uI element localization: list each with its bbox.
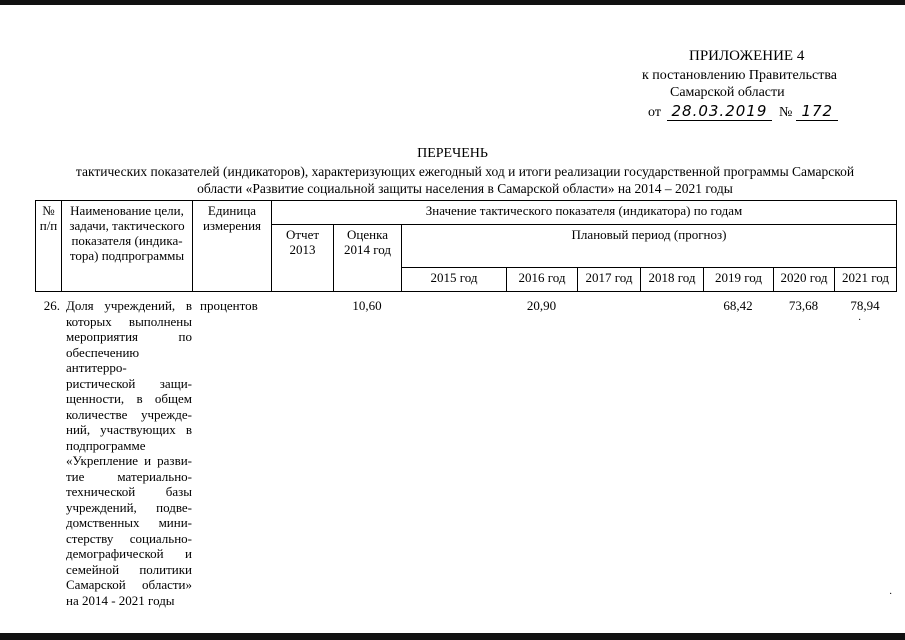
appendix-heading: ПРИЛОЖЕНИЕ 4 — [689, 48, 805, 64]
scan-border-top — [0, 0, 905, 5]
row-description: Доля учреждений, в которых выполнены мероприятия по обеспечению антитерро-ристической защи-щенности, в общем количестве учрежде-ний, участвующих в подпрограмме «Укрепление и разви-тие материально-технической базы учреждений, подве-домственных мини-стерству социально-демографической и семейной политики Самарской области» на 2014 - 2021 годы — [66, 298, 192, 608]
indicators-table-header — [35, 200, 897, 292]
header-year: 2016 год — [507, 268, 578, 292]
header-year: 2019 год — [704, 268, 774, 292]
header-year: 2021 год — [835, 268, 897, 292]
header-report-2013: Отчет 2013 — [272, 225, 334, 292]
row-number: 26. — [43, 298, 60, 313]
header-name: Наименование цели, задачи, тактического показателя (индика-тора) подпрограммы — [62, 201, 193, 292]
value-2021: 78,94 — [850, 298, 880, 313]
document-subtitle — [50, 163, 880, 197]
scan-speck: · — [889, 589, 893, 600]
handwritten-number: 172 — [796, 103, 838, 121]
appendix-date-number-line — [648, 103, 838, 121]
header-values-by-year: Значение тактического показателя (индикатора) по годам — [272, 201, 897, 225]
handwritten-date: 28.03.2019 — [667, 103, 772, 121]
header-year: 2018 год — [641, 268, 704, 292]
header-estimate-2014: Оценка 2014 год — [334, 225, 402, 292]
scan-border-bottom — [0, 633, 905, 640]
value-2019: 68,42 — [723, 298, 753, 313]
from-label: от — [648, 105, 661, 120]
value-2014: 10,60 — [352, 298, 382, 313]
header-year: 2020 год — [774, 268, 835, 292]
document-title: ПЕРЕЧЕНЬ — [417, 146, 488, 161]
value-2016: 20,90 — [526, 298, 557, 313]
value-2020: 73,68 — [788, 298, 819, 313]
header-planned-period: Плановый период (прогноз) — [402, 225, 897, 268]
subtitle-line-2: области «Развитие социальной защиты населения в Самарской области» на 2014 – 2021 годы — [197, 181, 733, 196]
number-label: № — [778, 105, 793, 120]
appendix-line-resolution: к постановлению Правительства — [642, 68, 838, 83]
header-no: № п/п — [36, 201, 62, 292]
appendix-line-region: Самарской области — [670, 85, 785, 100]
header-year: 2015 год — [402, 268, 507, 292]
row-unit: процентов — [200, 298, 258, 313]
scan-speck: · — [858, 315, 862, 326]
subtitle-line-1: тактических показателей (индикаторов), характеризующих ежегодный ход и итоги реализации государственной программы Самарской — [75, 164, 855, 179]
header-year: 2017 год — [578, 268, 641, 292]
header-unit: Единица измерения — [193, 201, 272, 292]
